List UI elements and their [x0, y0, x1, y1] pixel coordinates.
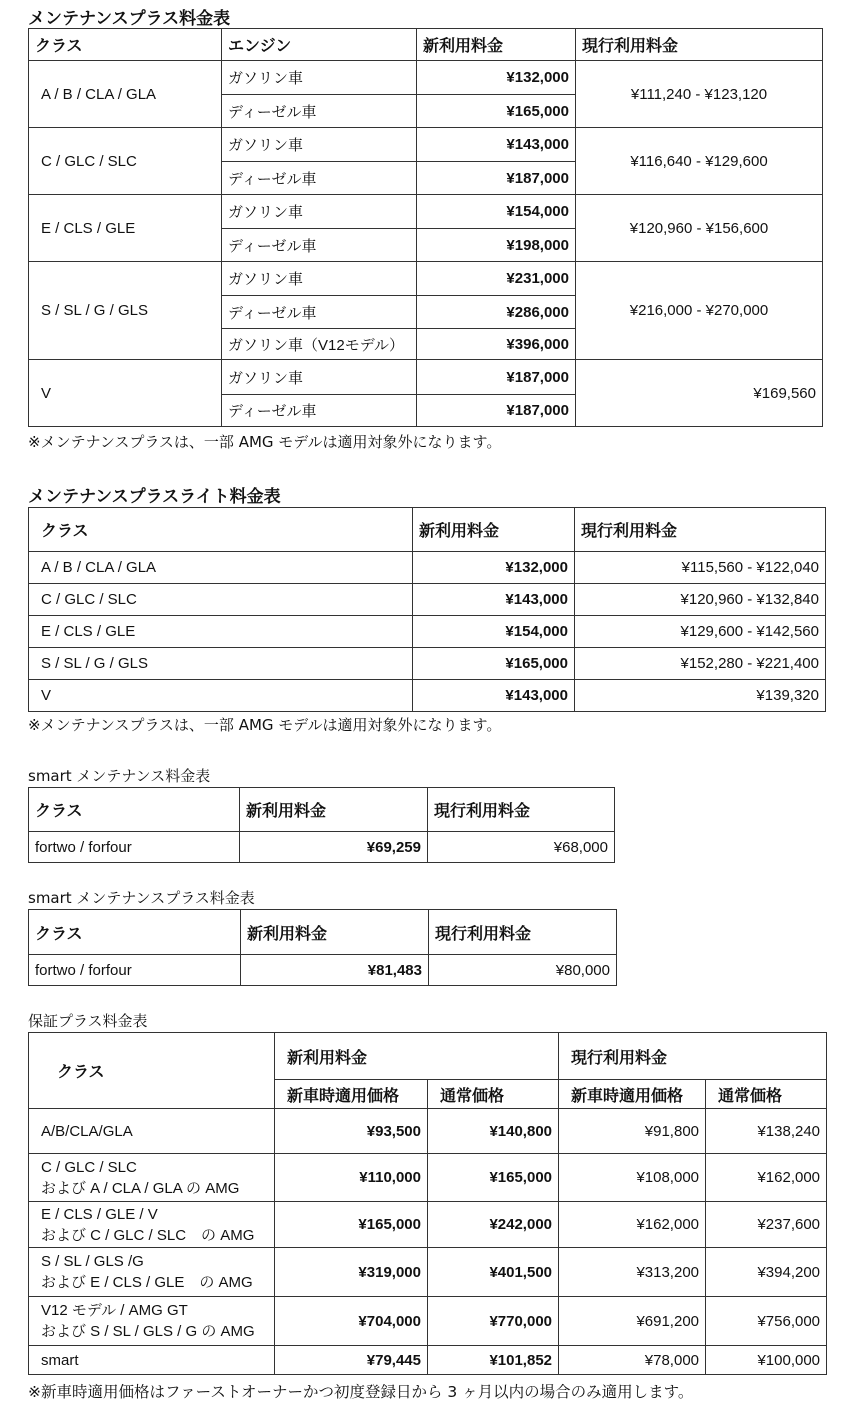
- class-line: V12 モデル / AMG GT: [41, 1302, 188, 1319]
- sub-header-regular-price: 通常価格: [428, 1080, 559, 1109]
- class-cell: V: [29, 360, 222, 427]
- table-header-row: [29, 788, 615, 832]
- class-cell: E / CLS / GLE: [29, 195, 222, 262]
- col-header-class: クラス: [29, 788, 240, 832]
- engine-cell: ディーゼル車: [222, 296, 417, 329]
- table-row: [29, 1202, 827, 1248]
- engine-cell: ディーゼル車: [222, 229, 417, 262]
- table-row: [29, 1297, 827, 1346]
- class-line: A/B/CLA/GLA: [41, 1122, 133, 1140]
- price-cell: ¥198,000: [417, 229, 576, 262]
- price-cell: ¥132,000: [417, 61, 576, 95]
- price-cell: ¥162,000: [706, 1154, 827, 1202]
- class-cell: C / GLC / SLC: [29, 584, 413, 616]
- class-cell: [29, 1202, 275, 1248]
- price-cell: ¥231,000: [417, 262, 576, 296]
- current-price-cell: ¥80,000: [429, 955, 617, 986]
- current-price-cell: ¥152,280 - ¥221,400: [575, 648, 826, 680]
- current-price-cell: ¥129,600 - ¥142,560: [575, 616, 826, 648]
- class-cell: [29, 1109, 275, 1154]
- class-line-amg: および A / CLA / GLA の AMG: [41, 1179, 240, 1197]
- smart-maintenance-plus-table: [28, 909, 617, 986]
- price-cell: ¥101,852: [428, 1346, 559, 1375]
- table-row: [29, 584, 826, 616]
- current-price-cell: ¥68,000: [428, 832, 615, 863]
- price-cell: ¥154,000: [413, 616, 575, 648]
- class-line-amg: および C / GLC / SLC の AMG: [41, 1226, 255, 1244]
- class-cell: fortwo / forfour: [29, 832, 240, 863]
- sub-header-regular-price: 通常価格: [706, 1080, 827, 1109]
- current-price-cell: ¥169,560: [576, 360, 823, 427]
- class-line-amg: および E / CLS / GLE の AMG: [41, 1274, 253, 1291]
- table-row: [29, 1154, 827, 1202]
- price-cell: ¥756,000: [706, 1297, 827, 1346]
- price-cell: ¥154,000: [417, 195, 576, 229]
- class-line: C / GLC / SLC: [41, 1158, 137, 1176]
- price-cell: ¥165,000: [413, 648, 575, 680]
- price-cell: ¥165,000: [275, 1202, 428, 1248]
- col-header-current-price: 現行利用料金: [429, 910, 617, 955]
- current-price-cell: ¥116,640 - ¥129,600: [576, 128, 823, 195]
- price-cell: ¥162,000: [559, 1202, 706, 1248]
- class-line: smart: [41, 1351, 79, 1369]
- engine-cell: ガソリン車: [222, 61, 417, 95]
- price-cell: ¥313,200: [559, 1248, 706, 1297]
- sub-header-new-car-price: 新車時適用価格: [275, 1080, 428, 1109]
- col-header-class: クラス: [29, 910, 241, 955]
- engine-cell: ガソリン車: [222, 360, 417, 395]
- price-cell: ¥286,000: [417, 296, 576, 329]
- col-header-current-price: 現行利用料金: [575, 508, 826, 552]
- price-cell: ¥69,259: [240, 832, 428, 863]
- col-header-new-price: 新利用料金: [275, 1033, 559, 1080]
- price-cell: ¥770,000: [428, 1297, 559, 1346]
- price-cell: ¥138,240: [706, 1109, 827, 1154]
- col-header-new-price: 新利用料金: [240, 788, 428, 832]
- col-header-new-price: 新利用料金: [413, 508, 575, 552]
- class-cell: C / GLC / SLC: [29, 128, 222, 195]
- engine-cell: ディーゼル車: [222, 395, 417, 427]
- engine-cell: ディーゼル車: [222, 95, 417, 128]
- maintenance-plus-title: メンテナンスプラス料金表: [28, 9, 231, 29]
- price-cell: ¥91,800: [559, 1109, 706, 1154]
- maintenance-plus-lite-title: メンテナンスプラスライト料金表: [28, 487, 281, 507]
- table-row: [29, 61, 823, 95]
- class-cell: [29, 1154, 275, 1202]
- price-cell: ¥110,000: [275, 1154, 428, 1202]
- table-header-row: [29, 29, 823, 61]
- table-row: [29, 128, 823, 162]
- price-cell: ¥691,200: [559, 1297, 706, 1346]
- price-cell: ¥394,200: [706, 1248, 827, 1297]
- col-header-current-price: 現行利用料金: [428, 788, 615, 832]
- warranty-plus-note: ※新車時適用価格はファーストオーナーかつ初度登録日から 3 ヶ月以内の場合のみ適用します。: [28, 1383, 694, 1401]
- price-cell: ¥79,445: [275, 1346, 428, 1375]
- class-cell: V: [29, 680, 413, 712]
- table-row: [29, 680, 826, 712]
- price-cell: ¥143,000: [417, 128, 576, 162]
- col-header-new-price: 新利用料金: [241, 910, 429, 955]
- engine-cell: ガソリン車: [222, 195, 417, 229]
- table-header-row: [29, 508, 826, 552]
- price-cell: ¥242,000: [428, 1202, 559, 1248]
- class-cell: S / SL / G / GLS: [29, 648, 413, 680]
- current-price-cell: ¥139,320: [575, 680, 826, 712]
- price-cell: ¥319,000: [275, 1248, 428, 1297]
- current-price-cell: ¥111,240 - ¥123,120: [576, 61, 823, 128]
- price-cell: ¥187,000: [417, 395, 576, 427]
- class-line: S / SL / GLS /G: [41, 1253, 144, 1270]
- price-cell: ¥81,483: [241, 955, 429, 986]
- price-cell: ¥100,000: [706, 1346, 827, 1375]
- table-header-row: [29, 910, 617, 955]
- price-cell: ¥140,800: [428, 1109, 559, 1154]
- table-row: [29, 262, 823, 296]
- engine-cell: ディーゼル車: [222, 162, 417, 195]
- engine-cell: ガソリン車（V12モデル）: [222, 329, 417, 360]
- price-cell: ¥396,000: [417, 329, 576, 360]
- engine-cell: ガソリン車: [222, 128, 417, 162]
- smart-maintenance-plus-title: smart メンテナンスプラス料金表: [28, 889, 255, 907]
- sub-header-new-car-price: 新車時適用価格: [559, 1080, 706, 1109]
- table-row: [29, 360, 823, 395]
- col-header-class: クラス: [29, 508, 413, 552]
- engine-cell: ガソリン車: [222, 262, 417, 296]
- class-cell: fortwo / forfour: [29, 955, 241, 986]
- class-cell: A / B / CLA / GLA: [29, 61, 222, 128]
- price-cell: ¥187,000: [417, 162, 576, 195]
- warranty-plus-table: [28, 1032, 827, 1375]
- current-price-cell: ¥120,960 - ¥156,600: [576, 195, 823, 262]
- price-cell: ¥108,000: [559, 1154, 706, 1202]
- maintenance-plus-lite-note: ※メンテナンスプラスは、一部 AMG モデルは適用対象外になります。: [28, 716, 502, 734]
- warranty-plus-title: 保証プラス料金表: [28, 1012, 148, 1030]
- table-row: [29, 1248, 827, 1297]
- price-cell: ¥165,000: [428, 1154, 559, 1202]
- class-cell: E / CLS / GLE: [29, 616, 413, 648]
- smart-maintenance-title: smart メンテナンス料金表: [28, 767, 211, 785]
- current-price-cell: ¥120,960 - ¥132,840: [575, 584, 826, 616]
- class-cell: A / B / CLA / GLA: [29, 552, 413, 584]
- table-row: [29, 195, 823, 229]
- table-row: [29, 1109, 827, 1154]
- table-row: [29, 955, 617, 986]
- col-header-class: クラス: [29, 29, 222, 61]
- price-cell: ¥165,000: [417, 95, 576, 128]
- class-line: E / CLS / GLE / V: [41, 1205, 158, 1223]
- price-cell: ¥143,000: [413, 680, 575, 712]
- price-cell: ¥78,000: [559, 1346, 706, 1375]
- current-price-cell: ¥115,560 - ¥122,040: [575, 552, 826, 584]
- table-row: [29, 648, 826, 680]
- price-cell: ¥704,000: [275, 1297, 428, 1346]
- class-cell: [29, 1297, 275, 1346]
- table-row: [29, 1346, 827, 1375]
- col-header-new-price: 新利用料金: [417, 29, 576, 61]
- table-row: [29, 616, 826, 648]
- price-cell: ¥132,000: [413, 552, 575, 584]
- price-cell: ¥237,600: [706, 1202, 827, 1248]
- table-row: [29, 552, 826, 584]
- current-price-cell: ¥216,000 - ¥270,000: [576, 262, 823, 360]
- class-cell: [29, 1346, 275, 1375]
- table-row: [29, 832, 615, 863]
- class-cell: S / SL / G / GLS: [29, 262, 222, 360]
- maintenance-plus-note: ※メンテナンスプラスは、一部 AMG モデルは適用対象外になります。: [28, 433, 502, 451]
- table-header-row: [29, 1033, 827, 1080]
- col-header-engine: エンジン: [222, 29, 417, 61]
- class-line-amg: および S / SL / GLS / G の AMG: [41, 1323, 255, 1340]
- maintenance-plus-lite-table: [28, 507, 826, 712]
- col-header-current-price: 現行利用料金: [559, 1033, 827, 1080]
- col-header-current-price: 現行利用料金: [576, 29, 823, 61]
- price-cell: ¥187,000: [417, 360, 576, 395]
- col-header-class: クラス: [29, 1033, 275, 1109]
- maintenance-plus-table: [28, 28, 823, 427]
- price-cell: ¥143,000: [413, 584, 575, 616]
- class-cell: [29, 1248, 275, 1297]
- price-cell: ¥93,500: [275, 1109, 428, 1154]
- price-cell: ¥401,500: [428, 1248, 559, 1297]
- smart-maintenance-table: [28, 787, 615, 863]
